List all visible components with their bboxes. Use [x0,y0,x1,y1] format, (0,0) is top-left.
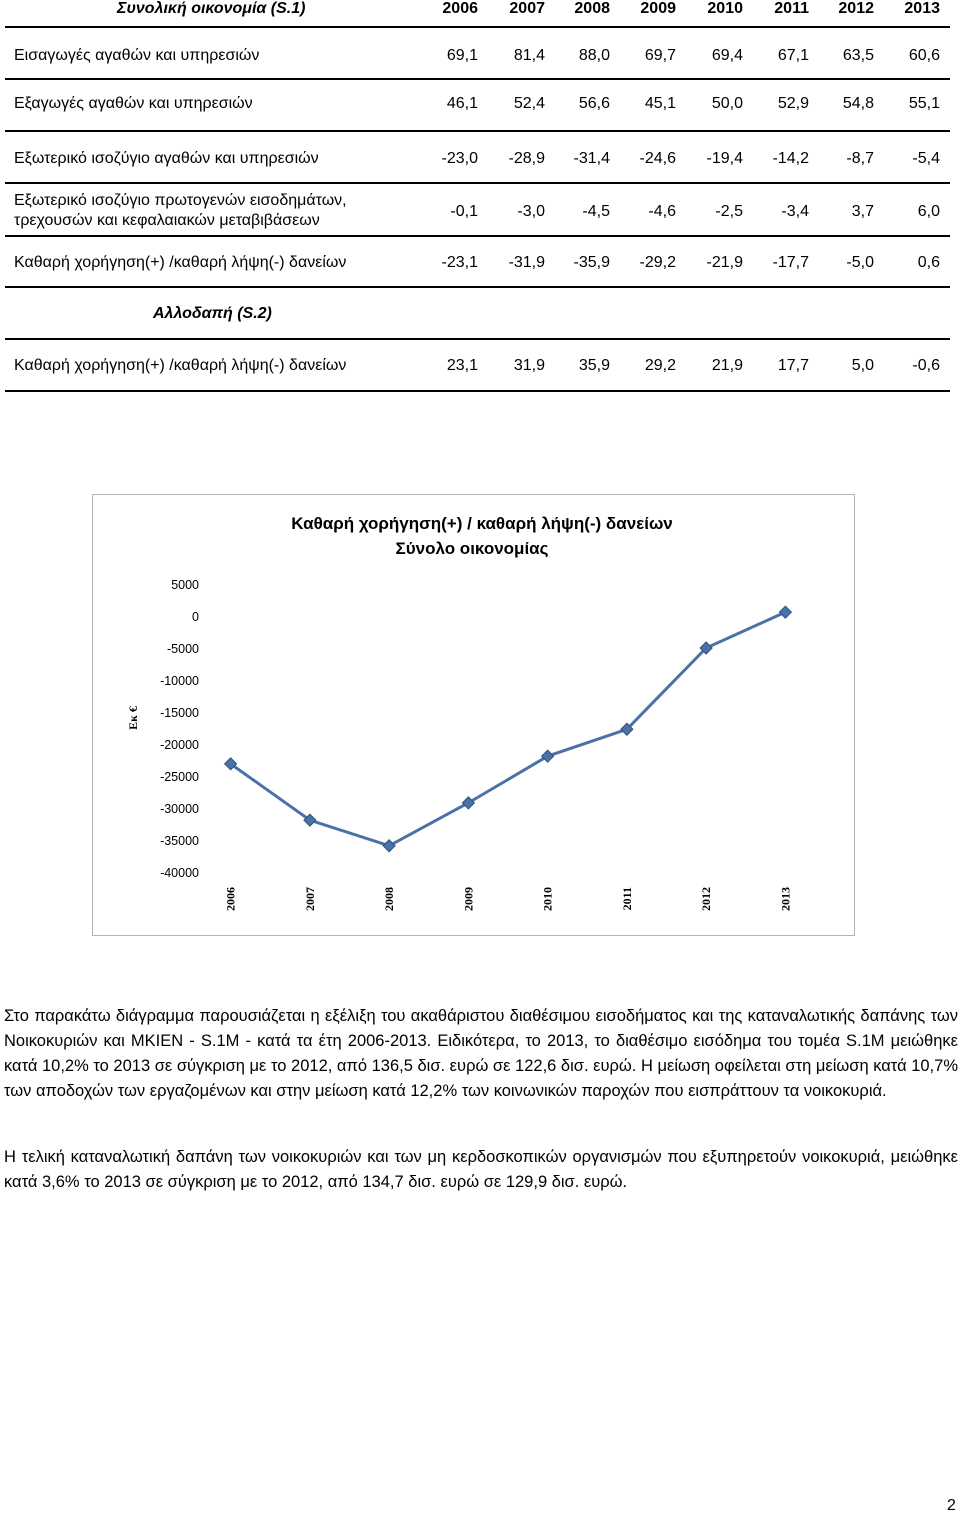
x-tick-label: 2011 [619,887,634,911]
table-cell: 54,8 [842,95,874,112]
data-point [383,840,395,852]
section-label: Αλλοδαπή (S.2) [153,305,272,322]
table-row [0,47,955,69]
body-paragraph: Στο παρακάτω διάγραμμα παρουσιάζεται η εξέλιξη του ακαθάριστου διαθέσιμου εισοδήματος και της καταναλωτικής δαπάνης των Νοικοκυριών και ΜΚΙΕΝ - S.1M - κατά τα έτη 2006-2013. Ειδικότερα, το 2013, το διαθέσιμο εισόδημα του τομέα S.1M μειώθηκε κατά 10,2% το 2013 σε σύγκριση με το 2012, από 136,5 δισ. ευρώ σε 122,6 δισ. ευρώ. Η μείωση οφείλεται στη μείωση κατά 10,7% των αποδοχών των εργαζομένων και στην μείωση κατά 12,2% των κοινωνικών παροχών που εισπράττουν τα νοικοκυριά. [4,1007,958,1100]
y-tick-label: 0 [192,610,199,624]
table-divider [5,78,950,80]
table-cell: 23,1 [446,357,478,374]
table-cell: 21,9 [711,357,743,374]
table-cell: -28,9 [508,150,545,167]
table-header-row [0,0,955,22]
row-label: Εξωτερικό ισοζύγιο αγαθών και υπηρεσιών [14,150,319,167]
table-divider [5,338,950,340]
y-tick-label: -20000 [160,738,199,752]
table-cell: -3,0 [517,203,545,220]
year-header: 2008 [574,0,610,17]
table-cell: 0,6 [917,254,940,271]
table-cell: 29,2 [644,357,676,374]
row-label: Καθαρή χορήγηση(+) /καθαρή λήψη(-) δανείων [14,254,347,271]
table-cell: 6,0 [917,203,940,220]
y-tick-label: -5000 [167,642,199,656]
table-cell: -31,9 [508,254,545,271]
table-cell: -19,4 [706,150,743,167]
table-cell: -4,6 [648,203,676,220]
table-cell: 17,7 [777,357,809,374]
table-row [0,150,955,172]
table-cell: -21,9 [706,254,743,271]
y-tick-label: -35000 [160,834,199,848]
chart-title: Καθαρή χορήγηση(+) / καθαρή λήψη(-) δανείων [291,514,673,533]
table-cell: -5,4 [912,150,940,167]
row-label: Εξωτερικό ισοζύγιο πρωτογενών εισοδημάτων, [14,192,347,209]
table-cell: -0,6 [912,357,940,374]
table-cell: 60,6 [908,47,940,64]
table-cell: 63,5 [842,47,874,64]
chart-frame [92,494,855,936]
table-cell: 69,7 [644,47,676,64]
table-divider [5,130,950,132]
x-tick-label: 2013 [778,887,793,911]
x-tick-label: 2010 [540,887,555,911]
y-tick-label: -25000 [160,770,199,784]
table-cell: 55,1 [908,95,940,112]
table-cell: -23,1 [441,254,478,271]
year-header: 2009 [640,0,676,17]
table-cell: 3,7 [851,203,874,220]
row-label: Εξαγωγές αγαθών και υπηρεσιών [14,95,253,112]
table-cell: 50,0 [711,95,743,112]
table-row [0,254,955,276]
table-divider [5,390,950,392]
year-header: 2013 [904,0,940,17]
body-paragraph: Η τελική καταναλωτική δαπάνη των νοικοκυριών και των μη κερδοσκοπικών οργανισμών που εξυπηρετούν νοικοκυριά, μειώθηκε κατά 3,6% το 2013 σε σύγκριση με το 2012, από 134,7 δισ. ευρώ σε 129,9 δισ. ευρώ. [4,1148,958,1191]
table-cell: 67,1 [777,47,809,64]
y-tick-label: 5000 [171,578,199,592]
x-tick-label: 2008 [382,887,397,911]
table-cell: -31,4 [573,150,610,167]
table-cell: -2,5 [715,203,743,220]
section-header-row [0,305,955,327]
year-header: 2011 [774,0,809,17]
year-header: 2010 [707,0,743,17]
data-point [779,606,791,618]
table-row [0,357,955,379]
x-tick-label: 2007 [302,887,317,911]
y-tick-label: -30000 [160,802,199,816]
table-cell: 5,0 [851,357,874,374]
table-cell: 52,4 [513,95,545,112]
table-cell: 52,9 [777,95,809,112]
chart-subtitle: Σύνολο οικονομίας [395,539,549,558]
table-cell: 35,9 [578,357,610,374]
table-divider [5,26,950,28]
y-tick-label: -40000 [160,866,199,880]
table-cell: -23,0 [441,150,478,167]
table-cell: 45,1 [644,95,676,112]
table-row [0,192,955,232]
table-cell: -5,0 [846,254,874,271]
x-tick-label: 2006 [223,887,238,911]
row-label: Καθαρή χορήγηση(+) /καθαρή λήψη(-) δανείων [14,357,347,374]
row-label: τρεχουσών και κεφαλαιακών μεταβιβάσεων [14,212,320,229]
row-label: Εισαγωγές αγαθών και υπηρεσιών [14,47,260,64]
table-cell: -17,7 [772,254,809,271]
year-header: 2007 [509,0,545,17]
year-header: 2012 [838,0,874,17]
table-cell: 69,4 [711,47,743,64]
table-cell: 81,4 [513,47,545,64]
table-divider [5,235,950,237]
table-cell: 56,6 [578,95,610,112]
table-cell: -4,5 [582,203,610,220]
y-axis-label: Εκ € [126,706,140,730]
table-cell: 46,1 [446,95,478,112]
table-row [0,95,955,117]
page-number: 2 [947,1497,956,1514]
x-tick-label: 2012 [699,887,714,911]
x-tick-label: 2009 [461,887,476,911]
y-tick-label: -10000 [160,674,199,688]
line-chart [93,495,854,935]
table-cell: -14,2 [772,150,809,167]
table-cell: 69,1 [446,47,478,64]
table-cell: 88,0 [578,47,610,64]
table-cell: -29,2 [639,254,676,271]
table-divider [5,182,950,184]
table-cell: -3,4 [781,203,809,220]
year-header: 2006 [442,0,478,17]
table-header-label: Συνολική οικονομία (S.1) [117,0,306,17]
table-cell: -35,9 [573,254,610,271]
table-cell: 31,9 [513,357,545,374]
y-tick-label: -15000 [160,706,199,720]
table-divider [5,286,950,288]
table-cell: -8,7 [846,150,874,167]
table-cell: -0,1 [450,203,478,220]
table-cell: -24,6 [639,150,676,167]
